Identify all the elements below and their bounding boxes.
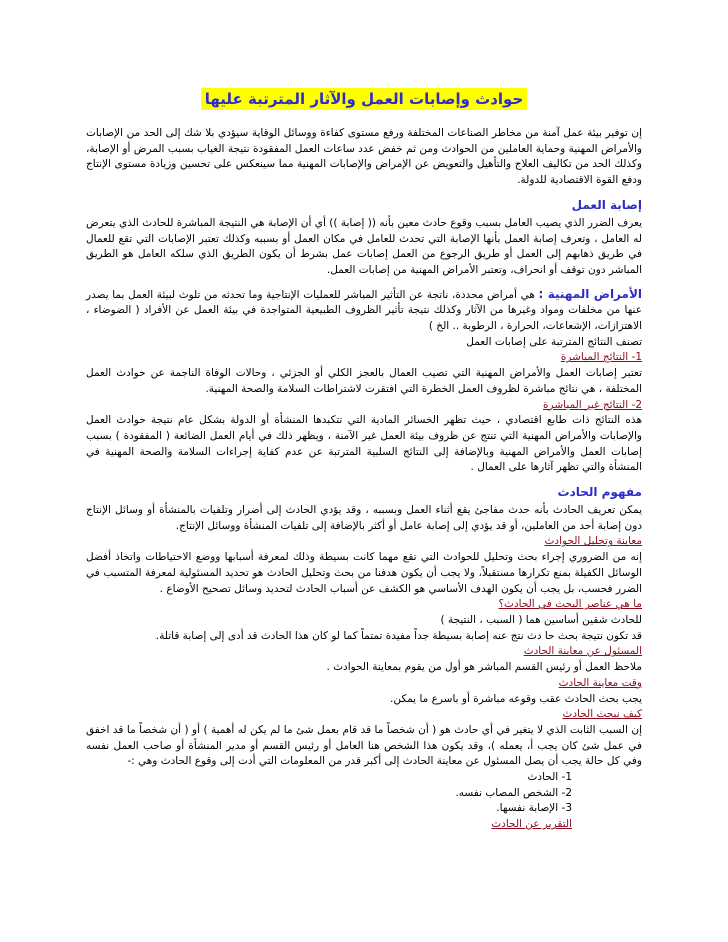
time-text: يجب بحث الحادث عقب وقوعه مباشرة أو باسرع ما يمكن. xyxy=(389,692,642,705)
indirect-results-text: هذه النتائج ذات طابع اقتصادي ، حيث تظهر الخسائر المادية التي تتكبدها المنشأة أو الدولة بشكل عام نتيجة حوادث العمل والإصابات والأمراض المهنية التي تنتج عن ظروف بيئة العمل غير الآمنة ، ويظهر ذلك في أيام العمل الضائعة ( المفقودة ) بسبب إصابات العمل والأمراض المهنية وبالإضافة إلى النتائج السلبية المترتبة عن عدم كفاية إجراءات السلامة والصحة المهنية في المنشأة والتي تظهر آثارها على العمال . xyxy=(86,414,642,474)
direct-results-text: تعتبر إصابات العمل والأمراض المهنية التي تصيب العمال بالعجز الكلي أو الجزئي ، وحالات الوفاة الناجمة عن حوادث العمل المختلفة ، هي نتائج مباشرة لظروف العمل الخطرة التي افتقرت لاشتراطات السلامة والصحة المهنية. xyxy=(86,367,642,395)
list-item: 3- الإصابة نفسها. xyxy=(496,802,572,815)
list-item: 1- الحادث xyxy=(527,771,572,784)
intro-paragraph: إن توفير بيئة عمل آمنة من مخاطر الصناعات المختلفة ورفع مستوى كفاءة ووسائل الوقاية سيؤدي بلا شك إلى الحد من الإصابات والأمراض المهنية وحماية العاملين من الحوادث ومن ثم خفض عدد ساعات العمل المفقودة نتيجة الغياب بسبب المرض أو الإصابة، وكذلك الحد من تكاليف العلاج والتأهيل والتعويض عن الإمراض والإصابات المهنية مما سينعكس على تحسين وزيادة مستوى الإنتاج ودفع القوة الاقتصادية للدولة. xyxy=(86,127,642,187)
inspect-label: معاينة وتحليل الحوادث xyxy=(544,535,642,548)
list-item: 2- الشخص المصاب نفسه. xyxy=(455,786,572,799)
report-label: التقرير عن الحادث xyxy=(491,818,572,831)
occupational-heading: الأمراض المهنية : xyxy=(538,286,643,301)
how-text: إن السبب الثابت الذي لا يتغير في أي حادث هو ( أن شخصاً ما قد قام بعمل شئ ما لم يكن له أهمية ) أو ( أن شخصاً ما قد اخفق في عمل شئ كان يجب أ، يعمله )، وقد يكون هذا الشخص هنا العامل أو رئيس القسم أو مدير المنشأة أو صاحب العمل نفسه وفي كل حالة يجب أن يصل المسئول عن معاينة الحادث إلى أكبر قدر من المعلومات التي أدت إلى وقوع الحادث وهي :- xyxy=(86,723,642,768)
title-wrap xyxy=(86,88,642,110)
elements-label: ما هي عناصر البحث في الحادث؟ xyxy=(498,598,642,611)
how-label: كيف نبحث الحادث xyxy=(562,708,642,721)
time-label: وقت معاينة الحادث xyxy=(558,676,642,689)
classify-line: تصنف النتائج المترتبة على إصابات العمل xyxy=(466,335,642,348)
indirect-results-label: 2- النتائج غير المباشرة xyxy=(543,398,642,411)
occupational-text: هي أمراض محددة، ناتجة عن التأثير المباشر للعمليات الإنتاجية وما تحدثه من تلوث لبيئة العمل بما يصدر عنها من مخلفات ومواد وغيرها من الآثار وكذلك نتيجة تأثير الظروف الطبيعية المتواجدة في بيئة العمل عن الأفراد ( الضوضاء ، الاهتزازات، الإشعاعات، الحرارة ، الرطوبة .. الخ ) xyxy=(86,288,642,333)
responsible-text: ملاحظ العمل أو رئيس القسم المباشر هو أول من يقوم بمعاينة الحوادث . xyxy=(326,661,642,674)
page-title: حوادث وإصابات العمل والآثار المترتبة عليها xyxy=(201,88,528,110)
elements-text-1: للحادث شقين أساسين هما ( السبب ، النتيجة ) xyxy=(440,613,642,626)
direct-results-label: 1- النتائج المباشرة xyxy=(560,351,642,364)
occupational-paragraph xyxy=(86,287,642,335)
injury-paragraph: يعرف الضرر الذي يصيب العامل بسبب وقوع حادث معين بأنه (( إصابة )) أي أن الإصابة هي النتيجة المباشرة للحادث الذي يتعرض له العامل ، وتعرف إصابة العمل بأنها الإصابة التي تحدث للعامل في مكان العمل أو بسببه وكذلك تعتبر الإصابات التي تقع للعمال في طريق ذهابهم إلى العمل أو طريق الرجوع من العمل إصابات عمل بشرط أن يكون الطريق الذي سلكه العامل هو الطريق المباشر دون توقف أو انحراف، وتعتبر الأمراض المهنية من إصابات العمل. xyxy=(86,216,642,276)
injury-heading: إصابة العمل xyxy=(571,197,642,212)
inspect-text: إنه من الضروري إجراء بحث وتحليل للحوادث التي تقع مهما كانت بسيطة وذلك لمعرفة أسبابها ووضع الاحتياطات واتخاذ أفضل الوسائل الكفيلة بمنع تكرارها مستقبلاً، ولا يجب أن يكون هدفنا من بحث وتحليل الحادث هو تحديد المسئولية لمعرفة المتسبب في الضرر فحسب، بل يجب أن يكون الهدف الأساسي هو الكشف عن أسباب الحادث لتحديد وسائل تصحيح الأوضاع . xyxy=(86,551,642,595)
elements-text-2: قد تكون نتيجة بحث حا دث نتج عنه إصابة بسيطة جداً مفيدة تمتماً كما لو كان هذا الحادث قد أدى إلى إصابة قاتلة. xyxy=(155,629,642,642)
accident-heading: مفهوم الحادث xyxy=(557,485,642,500)
responsible-label: المسئول عن معاينة الحادث xyxy=(523,645,642,658)
accident-definition: يمكن تعريف الحادث بأنه حدث مفاجئ يقع أثناء العمل وبسببه ، وقد يؤدي الحادث إلى أضرار وتلفيات بالمنشأة أو وسائل الإنتاج دون إصابة أحد من العاملين، أو قد يؤدي إلى إصابة عامل أو أكثر بالإضافة إلى تلفيات المنشأة ووسائل الإنتاج. xyxy=(86,504,642,532)
document-page xyxy=(86,88,642,833)
